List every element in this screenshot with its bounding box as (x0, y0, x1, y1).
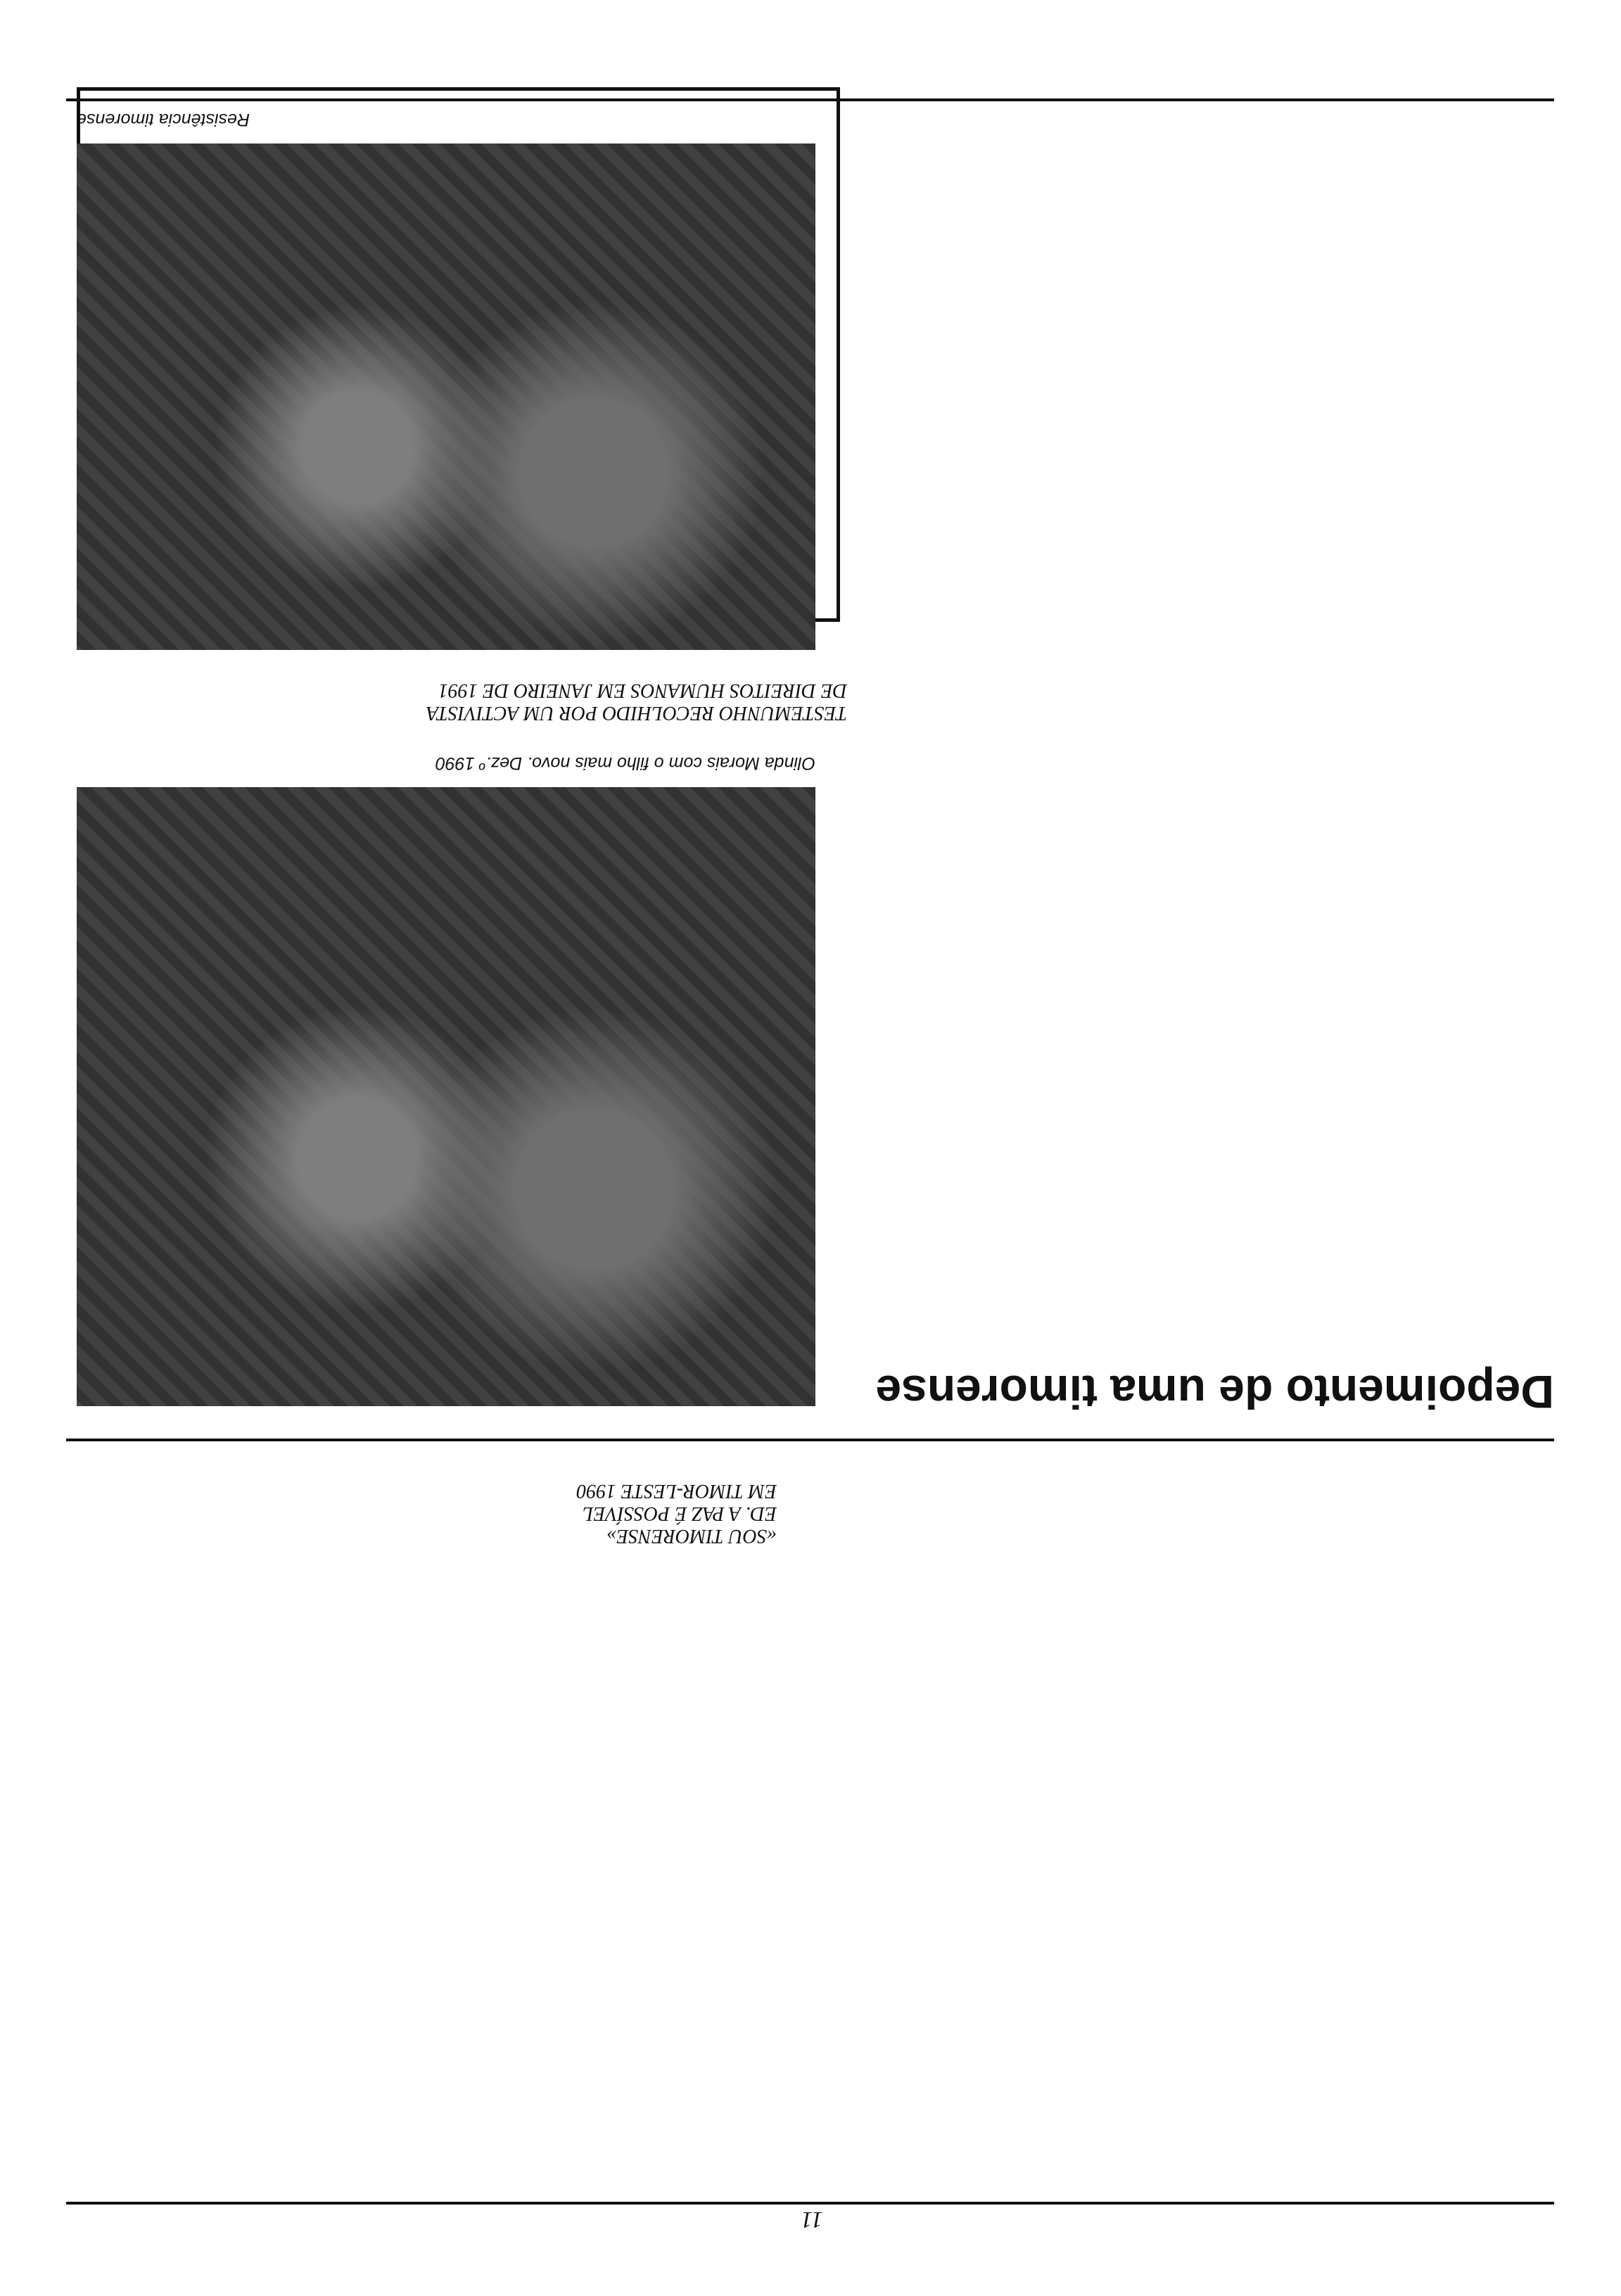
family-photo (77, 787, 815, 1406)
middle-rule (66, 1439, 1554, 1441)
resistance-photo-caption: Resistência timorense (77, 110, 250, 129)
cartas-attribution (144, 679, 847, 724)
depoimento-headline: Depoimento de uma timorense (875, 1366, 1554, 1418)
attribution-line: EM TIMOR-LESTE 1990 (576, 1480, 777, 1502)
attribution-line: TESTEMUNHO RECOLHIDO POR UM ACTIVISTA (426, 702, 847, 724)
bottom-rule (66, 98, 1554, 101)
attribution-line: ED. A PAZ É POSSÍVEL (582, 1503, 777, 1524)
attribution-line: «SOU TIMORENSE» (606, 1525, 777, 1547)
page-number: 11 (801, 2207, 823, 2233)
top-rule (66, 2202, 1554, 2205)
resistance-photo (77, 144, 815, 650)
timorense-attribution (355, 1479, 777, 1547)
text-column (73, 1452, 808, 2198)
family-photo-caption: Olinda Morais com o filho mais novo. Dez.º 1990 (436, 753, 815, 773)
attribution-line: DE DIREITOS HUMANOS EM JANEIRO DE 1991 (438, 680, 847, 701)
